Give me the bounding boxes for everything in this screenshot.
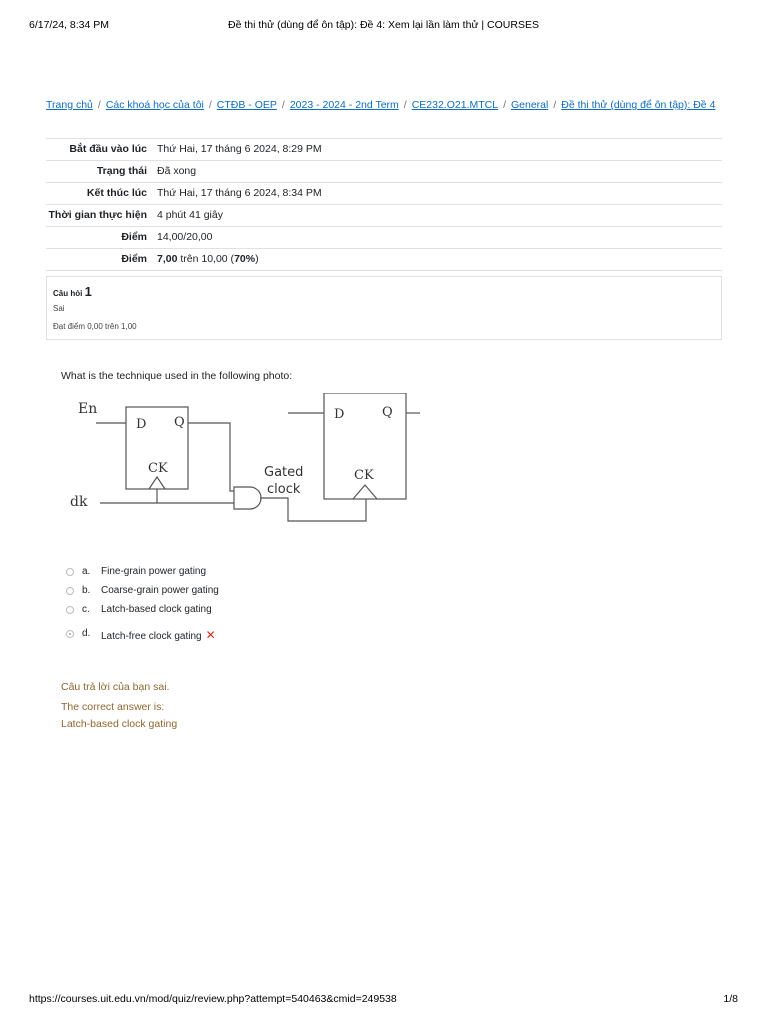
- summary-label: Bắt đầu vào lúc: [69, 143, 147, 155]
- breadcrumb-section[interactable]: General: [511, 99, 549, 111]
- breadcrumb-quiz[interactable]: Đề thi thử (dùng để ôn tập): Đề 4: [561, 99, 716, 111]
- answer-letter: d.: [82, 628, 91, 639]
- radio-button-selected[interactable]: [66, 630, 74, 638]
- print-date: 6/17/24, 8:34 PM: [29, 19, 109, 31]
- summary-value: [153, 249, 722, 271]
- breadcrumb-program[interactable]: CTĐB - OEP: [216, 99, 277, 111]
- question-state: Sai: [53, 304, 65, 313]
- summary-label: Điểm: [121, 231, 147, 243]
- feedback-incorrect: Câu trả lời của bạn sai.: [61, 681, 170, 693]
- correct-answer-value: Latch-based clock gating: [61, 718, 178, 730]
- summary-row-started: [46, 139, 722, 161]
- question-number-value: 1: [84, 284, 92, 299]
- answer-letter: c.: [82, 604, 90, 615]
- attempt-summary-table: [46, 138, 722, 271]
- summary-label: Trạng thái: [96, 165, 147, 177]
- print-page-number: 1/8: [723, 993, 738, 1005]
- summary-label: Điểm: [121, 253, 147, 265]
- label-clk: dk: [70, 494, 88, 510]
- clock-gating-circuit-figure: [62, 393, 422, 523]
- question-grade: Đạt điểm 0,00 trên 1,00: [53, 322, 137, 331]
- breadcrumb-term[interactable]: 2023 - 2024 - 2nd Term: [289, 99, 399, 111]
- summary-row-state: [46, 161, 722, 183]
- answer-letter: b.: [82, 585, 91, 596]
- breadcrumb-separator: /: [503, 99, 506, 111]
- grade-out-of: trên 10,00 (: [177, 253, 235, 265]
- answer-letter: a.: [82, 566, 91, 577]
- breadcrumb-my-courses[interactable]: Các khoá học của tôi: [105, 99, 204, 111]
- label-d1: D: [136, 417, 147, 432]
- grade-score: 7,00: [157, 253, 178, 265]
- print-title: Đề thi thử (dùng để ôn tập): Đề 4: Xem lại lần làm thử | COURSES: [228, 19, 539, 31]
- incorrect-icon: ✕: [205, 628, 216, 642]
- answer-text: [101, 628, 216, 642]
- answer-text: Fine-grain power gating: [101, 566, 207, 577]
- breadcrumb-course[interactable]: CE232.O21.MTCL: [411, 99, 499, 111]
- and-gate: [234, 487, 261, 509]
- summary-label: Thời gian thực hiện: [48, 209, 147, 221]
- radio-button[interactable]: [66, 606, 74, 614]
- print-url: https://courses.uit.edu.vn/mod/quiz/review.php?attempt=540463&cmid=249538: [29, 993, 397, 1005]
- question-text: What is the technique used in the following photo:: [61, 370, 293, 382]
- summary-row-duration: [46, 205, 722, 227]
- label-en: En: [78, 401, 98, 417]
- correct-answer-label: The correct answer is:: [61, 701, 165, 713]
- question-number: [53, 284, 92, 299]
- question-label: Câu hỏi: [53, 289, 83, 298]
- summary-row-grade: [46, 249, 722, 271]
- print-header: [29, 19, 738, 33]
- summary-label: Kết thúc lúc: [86, 187, 147, 199]
- radio-button[interactable]: [66, 568, 74, 576]
- label-clock: clock: [267, 482, 301, 497]
- summary-value: Đã xong: [157, 165, 197, 177]
- grade-percent: 70%: [234, 253, 256, 265]
- print-footer: [29, 993, 738, 1007]
- answer-text-value: Latch-free clock gating: [101, 631, 202, 642]
- label-q1: Q: [174, 415, 185, 430]
- summary-value: Thứ Hai, 17 tháng 6 2024, 8:29 PM: [157, 143, 322, 155]
- radio-button[interactable]: [66, 587, 74, 595]
- breadcrumb-separator: /: [208, 99, 212, 111]
- breadcrumb-separator: /: [97, 99, 101, 111]
- label-q2: Q: [382, 405, 393, 420]
- label-d2: D: [334, 407, 345, 422]
- label-ck1: CK: [148, 461, 168, 476]
- wire-q1-to-and: [188, 423, 234, 491]
- grade-close-paren: ): [255, 253, 259, 265]
- summary-row-completed: [46, 183, 722, 205]
- answer-text: Coarse-grain power gating: [101, 585, 219, 596]
- question-info-box: [46, 276, 722, 340]
- label-gated: Gated: [264, 465, 304, 480]
- breadcrumb-separator: /: [403, 99, 407, 111]
- answer-text: Latch-based clock gating: [101, 604, 212, 615]
- wire-gated-clock: [260, 498, 366, 521]
- summary-value: Thứ Hai, 17 tháng 6 2024, 8:34 PM: [157, 187, 322, 199]
- summary-value: 4 phút 41 giây: [157, 209, 223, 221]
- breadcrumb: [46, 99, 728, 111]
- summary-row-marks: [46, 227, 722, 249]
- summary-value: 14,00/20,00: [157, 231, 213, 243]
- breadcrumb-separator: /: [281, 99, 285, 111]
- breadcrumb-home[interactable]: Trang chủ: [46, 99, 93, 111]
- breadcrumb-separator: /: [553, 99, 557, 111]
- label-ck2: CK: [354, 468, 374, 483]
